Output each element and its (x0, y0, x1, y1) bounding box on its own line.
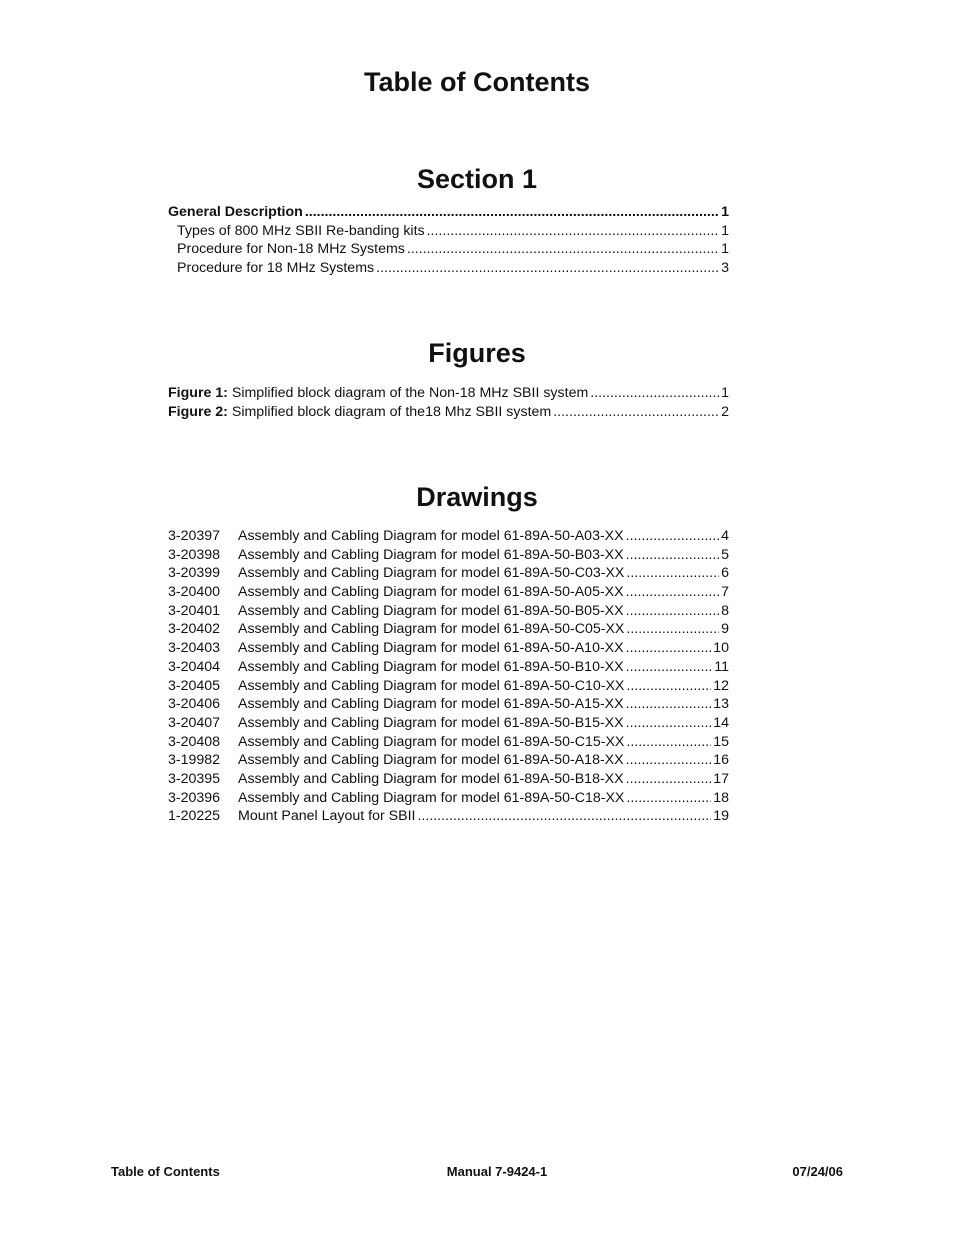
drawing-entry-page: 17 (713, 770, 729, 787)
drawing-description: Assembly and Cabling Diagram for model 61-89A-50-C03-XX (238, 565, 625, 582)
drawing-number: 3-20402 (168, 621, 221, 638)
drawing-entry[interactable] (168, 620, 729, 639)
toc-entry-page: 1 (721, 241, 729, 258)
footer-manual-number: Manual 7-9424-1 (446, 1164, 548, 1179)
drawing-entry-title (168, 527, 624, 546)
dot-leader (376, 259, 719, 278)
drawing-number: 3-20400 (168, 584, 221, 601)
toc-entry-title: Procedure for Non-18 MHz Systems (177, 241, 405, 258)
drawing-number: 1-20225 (168, 808, 221, 825)
figure-entry-page: 2 (721, 403, 729, 420)
drawing-description: Assembly and Cabling Diagram for model 61-89A-50-C15-XX (238, 733, 625, 750)
dot-leader (626, 639, 712, 658)
toc-entry-title: Procedure for 18 MHz Systems (177, 260, 375, 277)
drawing-entry[interactable] (168, 658, 729, 677)
dot-leader (427, 222, 720, 241)
dot-leader (626, 658, 713, 677)
toc-entry-page: 3 (721, 260, 729, 277)
drawing-description: Assembly and Cabling Diagram for model 61-89A-50-A10-XX (238, 640, 624, 657)
figure-caption: Simplified block diagram of the Non-18 MHz SBII system (231, 385, 589, 401)
drawing-entry-page: 11 (714, 658, 729, 675)
drawing-number: 3-20398 (168, 546, 221, 563)
dot-leader (553, 403, 719, 422)
toc-entry-title: Types of 800 MHz SBII Re-banding kits (177, 222, 425, 239)
footer-date: 07/24/06 (792, 1164, 843, 1179)
dot-leader (626, 751, 712, 770)
drawing-description: Assembly and Cabling Diagram for model 61-89A-50-B03-XX (238, 546, 624, 563)
dot-leader (626, 695, 712, 714)
toc-entry-page: 1 (721, 222, 729, 239)
drawing-entry-title (168, 789, 624, 808)
drawing-entry[interactable] (168, 677, 729, 696)
drawing-entry[interactable] (168, 564, 729, 583)
drawing-entry-title (168, 751, 624, 770)
section1-list (168, 203, 729, 278)
drawing-entry[interactable] (168, 751, 729, 770)
drawing-entry-page: 13 (713, 696, 729, 713)
drawing-entry-page: 4 (721, 528, 729, 544)
drawing-entry-title (168, 695, 624, 714)
figure-entry-title (168, 403, 551, 422)
drawing-number: 3-20401 (168, 602, 221, 619)
drawing-description: Assembly and Cabling Diagram for model 61-89A-50-A03-XX (238, 528, 624, 544)
drawing-entry[interactable] (168, 789, 729, 808)
drawing-number: 3-20404 (168, 658, 221, 675)
drawing-entry[interactable] (168, 714, 729, 733)
toc-entry[interactable] (168, 240, 729, 259)
drawing-entry-title (168, 807, 415, 826)
figure-label: Figure 1: (168, 385, 228, 401)
drawing-entry-page: 18 (713, 789, 729, 806)
dot-leader (417, 807, 711, 826)
drawing-description: Assembly and Cabling Diagram for model 61-89A-50-A05-XX (238, 584, 624, 601)
drawing-description: Mount Panel Layout for SBII (238, 808, 416, 825)
drawing-number: 3-20406 (168, 696, 221, 713)
dot-leader (626, 789, 711, 808)
drawing-entry-page: 5 (721, 546, 729, 563)
drawing-entry[interactable] (168, 807, 729, 826)
dot-leader (590, 384, 719, 403)
dot-leader (626, 527, 719, 546)
drawing-number: 3-20408 (168, 733, 221, 750)
drawing-entry-page: 6 (721, 565, 729, 582)
drawing-entry-page: 19 (713, 808, 729, 825)
drawing-entry-page: 9 (721, 621, 729, 638)
drawing-description: Assembly and Cabling Diagram for model 61-89A-50-C18-XX (238, 789, 625, 806)
figures-list (168, 384, 729, 421)
dot-leader (626, 620, 719, 639)
drawing-entry-title (168, 639, 624, 658)
dot-leader (626, 714, 712, 733)
drawing-entry-title (168, 677, 624, 696)
drawing-entry[interactable] (168, 695, 729, 714)
figure-entry[interactable] (168, 384, 729, 403)
toc-entry-page: 1 (721, 204, 729, 220)
drawing-entry-title (168, 620, 624, 639)
toc-entry[interactable] (168, 222, 729, 241)
drawing-description: Assembly and Cabling Diagram for model 61-89A-50-B10-XX (238, 658, 624, 675)
drawing-entry-title (168, 658, 624, 677)
drawing-description: Assembly and Cabling Diagram for model 61-89A-50-B05-XX (238, 602, 624, 619)
drawing-entry-title (168, 583, 624, 602)
drawing-entry-page: 14 (713, 714, 729, 731)
drawing-entry[interactable] (168, 770, 729, 789)
drawing-entry-page: 7 (721, 584, 729, 601)
drawing-entry[interactable] (168, 583, 729, 602)
drawing-entry-title (168, 770, 624, 789)
drawing-number: 3-20403 (168, 640, 221, 657)
drawing-number: 3-20395 (168, 770, 221, 787)
drawing-entry-title (168, 546, 624, 565)
drawing-entry[interactable] (168, 639, 729, 658)
drawing-description: Assembly and Cabling Diagram for model 61-89A-50-B18-XX (238, 770, 624, 787)
dot-leader (305, 203, 719, 222)
figures-heading: Figures (428, 338, 526, 368)
drawing-number: 3-20397 (168, 528, 221, 544)
dot-leader (626, 583, 719, 602)
drawing-entry-page: 12 (713, 677, 729, 694)
drawing-entry-page: 8 (721, 602, 729, 619)
figure-entry-page: 1 (721, 385, 729, 401)
toc-entry[interactable] (168, 259, 729, 278)
dot-leader (626, 564, 719, 583)
dot-leader (626, 733, 711, 752)
drawings-list (168, 527, 729, 826)
drawing-entry[interactable] (168, 527, 729, 546)
footer-document-title: Table of Contents (111, 1164, 220, 1179)
page-title: Table of Contents (364, 67, 590, 97)
dot-leader (626, 546, 719, 565)
drawing-entry-page: 15 (713, 733, 729, 750)
drawing-entry-title (168, 714, 624, 733)
drawing-number: 3-20399 (168, 565, 221, 582)
drawing-entry-title (168, 733, 624, 752)
drawing-entry[interactable] (168, 602, 729, 621)
drawing-entry[interactable] (168, 733, 729, 752)
drawing-description: Assembly and Cabling Diagram for model 61-89A-50-B15-XX (238, 714, 624, 731)
drawing-description: Assembly and Cabling Diagram for model 61-89A-50-A18-XX (238, 752, 624, 769)
dot-leader (626, 770, 712, 789)
drawing-number: 3-20407 (168, 714, 221, 731)
drawing-entry-page: 10 (713, 640, 729, 657)
drawings-heading: Drawings (416, 482, 538, 512)
drawing-entry-title (168, 602, 624, 621)
figure-caption: Simplified block diagram of the18 Mhz SBII system (231, 403, 552, 420)
section1-heading: Section 1 (416, 164, 538, 194)
drawing-number: 3-20396 (168, 789, 221, 806)
toc-entry[interactable] (168, 203, 729, 222)
dot-leader (626, 602, 719, 621)
drawing-description: Assembly and Cabling Diagram for model 61-89A-50-C05-XX (238, 621, 625, 638)
drawing-entry-title (168, 564, 624, 583)
figure-entry-title (168, 384, 588, 403)
drawing-description: Assembly and Cabling Diagram for model 61-89A-50-C10-XX (238, 677, 625, 694)
dot-leader (407, 240, 719, 259)
drawing-number: 3-19982 (168, 752, 221, 769)
toc-entry-title: General Description (168, 204, 303, 220)
figure-label: Figure 2: (168, 403, 228, 420)
drawing-entry[interactable] (168, 546, 729, 565)
drawing-description: Assembly and Cabling Diagram for model 61-89A-50-A15-XX (238, 696, 624, 713)
dot-leader (626, 677, 711, 696)
figure-entry[interactable] (168, 403, 729, 422)
drawing-entry-page: 16 (713, 752, 729, 769)
drawing-number: 3-20405 (168, 677, 221, 694)
